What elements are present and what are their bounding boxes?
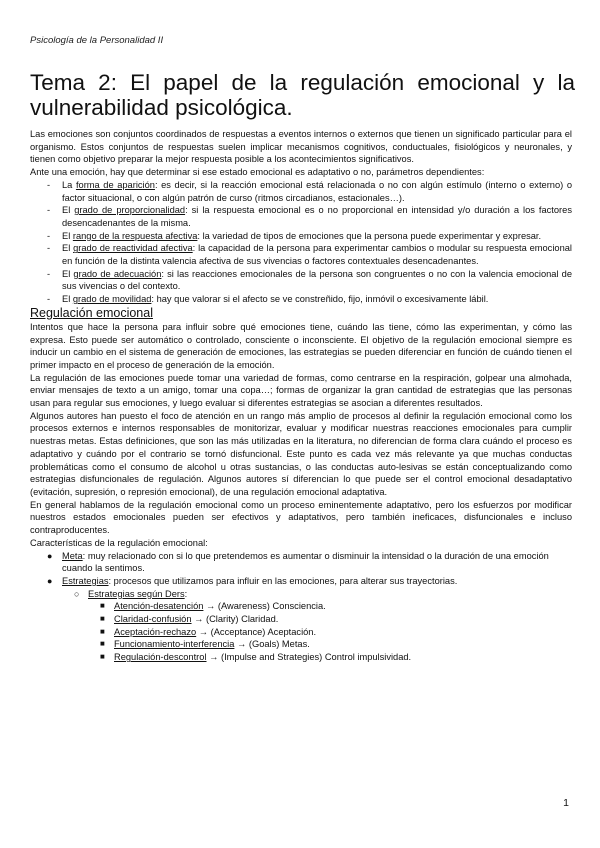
- item-text: → (Goals) Metas.: [234, 639, 310, 650]
- document-body: [30, 128, 572, 664]
- item-prefix: El: [62, 268, 74, 279]
- list-item: [88, 651, 572, 664]
- item-text: : la variedad de tipos de emociones que la persona puede experimentar y expresar.: [197, 230, 542, 241]
- item-prefix: El: [62, 294, 73, 305]
- dash-marker: -: [47, 294, 51, 305]
- item-prefix: El: [62, 205, 75, 216]
- item-text: : hay que valorar si el afecto se ve constreñido, fijo, inmóvil o excesivamente lábil.: [151, 294, 489, 305]
- page-title: Tema 2: El papel de la regulación emocional y la vulnerabilidad psicológica.: [30, 70, 575, 120]
- page-number: 1: [563, 797, 569, 809]
- list-item: [88, 638, 572, 651]
- item-term: grado de adecuación: [73, 268, 162, 279]
- item-prefix: La: [62, 179, 76, 190]
- list-item: [30, 204, 572, 229]
- item-text: → (Awareness) Consciencia.: [203, 601, 326, 612]
- section-heading: Regulación emocional: [30, 305, 153, 320]
- item-text: → (Acceptance) Aceptación.: [196, 626, 317, 637]
- item-prefix: El: [62, 230, 73, 241]
- list-item: [30, 242, 572, 267]
- item-term: Claridad-confusión: [114, 614, 192, 625]
- params-intro: Ante una emoción, hay que determinar si ese estado emocional es adaptativo o no, parámetros dependientes:: [30, 167, 485, 178]
- list-item: [88, 613, 572, 626]
- item-term: grado de proporcionalidad: [74, 205, 186, 216]
- list-item: [30, 230, 572, 243]
- square-marker: ■: [100, 639, 105, 649]
- list-item: [88, 600, 572, 613]
- item-text: : muy relacionado con si lo que pretendemos es aumentar o disminuir la intensidad o la duración de una emoción cuando la sentimos.: [62, 550, 549, 574]
- circle-marker: ○: [74, 588, 80, 599]
- intro-paragraph: Las emociones son conjuntos coordinados de respuestas a eventos internos o externos que tienen un significado particular para el organismo. Estos conjuntos de respuestas suelen implicar mecanismos cognitivos, conductuales, fisiológicos y neuronales, y tienen como objetivo preparar la mejor respuesta posible a los acontecimientos significativos.: [30, 129, 572, 165]
- item-term: Aceptación-rechazo: [114, 626, 197, 637]
- item-text: : procesos que utilizamos para influir en las emociones, para alterar sus trayectorias.: [108, 575, 458, 586]
- body-paragraph: La regulación de las emociones puede tomar una variedad de formas, como centrarse en la respiración, golpear una almohada, enviar mensajes de texto a un amigo, tomar una copa…; formas de organizar la gran cantidad de estrategias que las personas usan para regular sus emociones, y luego evaluar si diferentes estrategias se asocian a diferentes resultados.: [30, 372, 572, 409]
- item-term: Regulación-descontrol: [114, 652, 207, 663]
- list-item: [30, 293, 572, 306]
- sub-list: [62, 588, 572, 664]
- item-text: : si la respuesta emocional es o no proporcional en intensidad y/o duración a los factores desencadenantes de la misma.: [62, 205, 572, 228]
- list-item: [30, 550, 572, 575]
- parameter-list: [30, 179, 572, 306]
- dash-marker: -: [47, 243, 51, 254]
- body-paragraph: En general hablamos de la regulación emocional como un proceso eminentemente adaptativo, pero los esfuerzos por modificar nuestros estados emocionales pueden ser efectivos y adaptativos, pero también ineficaces, disfuncionales e incluso contraproducentes.: [30, 499, 572, 536]
- item-term: Atención-desatención: [114, 601, 204, 612]
- item-text: : la capacidad de la persona para experimentar cambios o modular su respuesta emocional en función de la distinta valencia afectiva de sus vivencias o factores contextuales desencadenantes.: [62, 243, 572, 267]
- list-item: [62, 588, 572, 664]
- item-text: :: [184, 588, 188, 599]
- item-term: Funcionamiento-interferencia: [114, 639, 235, 650]
- dash-marker: -: [47, 179, 51, 190]
- square-marker: ■: [100, 601, 105, 611]
- item-prefix: El: [62, 243, 74, 254]
- item-term: rango de la respuesta afectiva: [72, 230, 198, 241]
- bullet-marker: ●: [47, 575, 53, 586]
- list-item: [88, 626, 572, 639]
- dash-marker: -: [47, 230, 51, 241]
- item-text: : es decir, si la reacción emocional está relacionada o no con algún estímulo (interno o externo) o factor situacional, o con algún patrón de curso (ritmos circadianos, estacionales…).: [62, 179, 572, 203]
- dash-marker: -: [47, 205, 51, 216]
- dash-marker: -: [47, 268, 51, 279]
- body-paragraph: Algunos autores han puesto el foco de atención en un rango más amplio de procesos al definir la regulación emocional como los procesos externos e internos responsables de monitorizar, evaluar y modificar nuestras reacciones emocionales para cumplir nuestras metas. Estas definiciones, que son las más utilizadas en la literatura, no diferencian de forma clara cuándo el proceso es adaptativo y cuándo por el contrario se tornó disfuncional. Este punto es cada vez más relevante ya que muchas conductas problemáticas como el consumo de alcohol u otras sustancias, o las conductas auto-lesivas se están conceptualizando como estrategias disfuncionales de regulación. Algunos autores sí diferencian lo que puede ser el control emocional desadaptativo (evitación, supresión, o represión emocional), de una regulación emocional adaptativa.: [30, 410, 572, 497]
- item-term: grado de reactividad afectiva: [73, 243, 193, 254]
- characteristics-list: [30, 550, 572, 664]
- body-paragraph: Intentos que hace la persona para influir sobre qué emociones tiene, cuándo las tiene, cómo las experimentan, y cómo las expresa. Esto puede ser automático o controlado, consciente o inconsciente. El objetivo de la regulación emocional siempre es inducir un cambio en el sistema de generación de emociones, las estrategias se pueden diferenciar en función de cuándo tienen el primer impacto en el proceso de generación de la emoción.: [30, 321, 572, 370]
- square-marker: ■: [100, 614, 105, 624]
- square-marker: ■: [100, 626, 105, 636]
- item-term: Estrategias según Ders: [88, 588, 185, 599]
- item-text: : si las reacciones emocionales de la persona son congruentes o no con la valencia emocional de sus vivencias o del contexto.: [62, 268, 573, 292]
- item-term: Meta: [62, 550, 83, 561]
- item-term: Estrategias: [62, 575, 109, 586]
- item-term: forma de aparición: [75, 179, 155, 190]
- list-item: [30, 179, 572, 204]
- ders-list: [88, 600, 572, 664]
- running-header: Psicología de la Personalidad II: [30, 35, 164, 46]
- item-text: → (Impulse and Strategies) Control impulsividad.: [206, 652, 412, 663]
- square-marker: ■: [100, 652, 105, 662]
- bullet-marker: ●: [47, 550, 53, 561]
- list-item: [30, 268, 572, 293]
- item-term: grado de movilidad: [72, 294, 152, 305]
- characteristics-intro: Características de la regulación emocional:: [30, 537, 208, 548]
- item-text: → (Clarity) Claridad.: [191, 614, 279, 625]
- list-item: [30, 575, 572, 664]
